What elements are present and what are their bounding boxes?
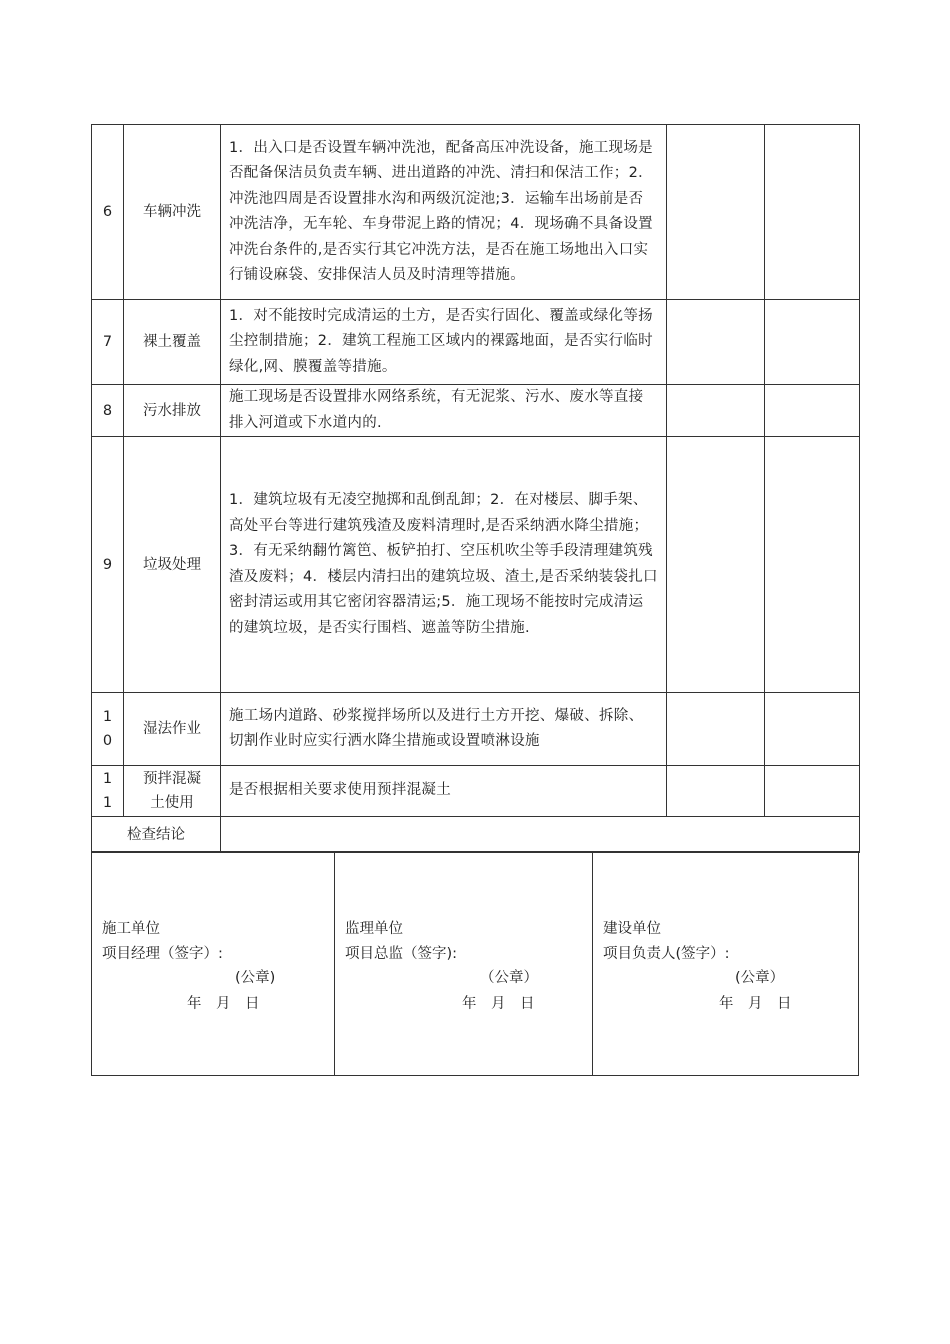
- row-item: 垃圾处理: [124, 437, 221, 693]
- row-blank-cell[interactable]: [765, 385, 860, 437]
- row-number: 11: [92, 766, 124, 817]
- row-blank-cell[interactable]: [667, 766, 765, 817]
- signature-date: 年 月 日: [187, 996, 260, 1012]
- inspection-table: [91, 124, 860, 853]
- table-row: [92, 766, 860, 817]
- table-row: [92, 385, 860, 437]
- conclusion-value-cell[interactable]: [221, 817, 860, 853]
- row-blank-cell[interactable]: [765, 300, 860, 385]
- signature-role: 项目总监（签字):: [345, 946, 458, 962]
- row-number: 9: [92, 437, 124, 693]
- signature-unit: 建设单位: [603, 921, 661, 937]
- signature-date: 年 月 日: [462, 996, 535, 1012]
- row-content: 施工现场是否设置排水网络系统，有无泥浆、污水、废水等直接排入河道或下水道内的.: [221, 385, 667, 437]
- signature-date: 年 月 日: [719, 996, 792, 1012]
- row-item: 预拌混凝土使用: [124, 766, 221, 817]
- row-content: 1．建筑垃圾有无凌空抛掷和乱倒乱卸；2．在对楼层、脚手架、高处平台等进行建筑残渣及废料清理时,是否采纳洒水降尘措施；3．有无采纳翻竹篱笆、板铲拍打、空压机吹尘等手段清理建筑残渣及废料；4．楼层内清扫出的建筑垃圾、渣土,是否采纳装袋扎口密封清运或用其它密闭容器清运;5．施工现场不能按时完成清运的建筑垃圾，是否实行围档、遮盖等防尘措施.: [221, 437, 667, 693]
- signature-block-supervision: [334, 852, 592, 1075]
- row-blank-cell[interactable]: [667, 385, 765, 437]
- signature-role: 项目经理（签字）:: [102, 946, 223, 962]
- row-blank-cell[interactable]: [667, 693, 765, 766]
- signature-seal: （公章）: [480, 970, 538, 986]
- row-number: 8: [92, 385, 124, 437]
- signature-unit: 施工单位: [102, 921, 160, 937]
- row-blank-cell[interactable]: [667, 300, 765, 385]
- row-content: 1．出入口是否设置车辆冲洗池，配备高压冲洗设备，施工现场是否配备保洁员负责车辆、进出道路的冲洗、清扫和保洁工作；2．冲洗池四周是否设置排水沟和两级沉淀池;3．运输车出场前是否冲洗洁净，无车轮、车身带泥上路的情况；4．现场确不具备设置冲洗台条件的,是否实行其它冲洗方法，是否在施工场地出入口实行铺设麻袋、安排保洁人员及时清理等措施。: [221, 125, 667, 300]
- table-row: [92, 693, 860, 766]
- row-content: 1．对不能按时完成清运的土方，是否实行固化、覆盖或绿化等扬尘控制措施；2．建筑工程施工区域内的裸露地面，是否实行临时绿化,网、膜覆盖等措施。: [221, 300, 667, 385]
- signature-unit: 监理单位: [345, 921, 403, 937]
- row-number: 7: [92, 300, 124, 385]
- row-item: 裸土覆盖: [124, 300, 221, 385]
- row-number: 6: [92, 125, 124, 300]
- signature-section: [91, 851, 859, 1076]
- row-blank-cell[interactable]: [667, 437, 765, 693]
- signature-block-owner: [592, 852, 858, 1075]
- signature-role: 项目负责人(签字）:: [603, 946, 730, 962]
- row-content: 施工场内道路、砂浆搅拌场所以及进行土方开挖、爆破、拆除、切割作业时应实行洒水降尘措施或设置喷淋设施: [221, 693, 667, 766]
- signature-seal: (公章): [235, 970, 276, 986]
- table-row: [92, 300, 860, 385]
- signature-seal: (公章）: [735, 970, 785, 986]
- row-number: 10: [92, 693, 124, 766]
- table-row: [92, 125, 860, 300]
- row-blank-cell[interactable]: [765, 766, 860, 817]
- conclusion-label: 检查结论: [92, 817, 221, 853]
- row-blank-cell[interactable]: [667, 125, 765, 300]
- row-content: 是否根据相关要求使用预拌混凝土: [221, 766, 667, 817]
- conclusion-row: [92, 817, 860, 853]
- table-row: [92, 437, 860, 693]
- row-item: 污水排放: [124, 385, 221, 437]
- row-item: 车辆冲洗: [124, 125, 221, 300]
- row-item: 湿法作业: [124, 693, 221, 766]
- row-blank-cell[interactable]: [765, 693, 860, 766]
- row-blank-cell[interactable]: [765, 437, 860, 693]
- row-blank-cell[interactable]: [765, 125, 860, 300]
- signature-block-construction: [92, 852, 334, 1075]
